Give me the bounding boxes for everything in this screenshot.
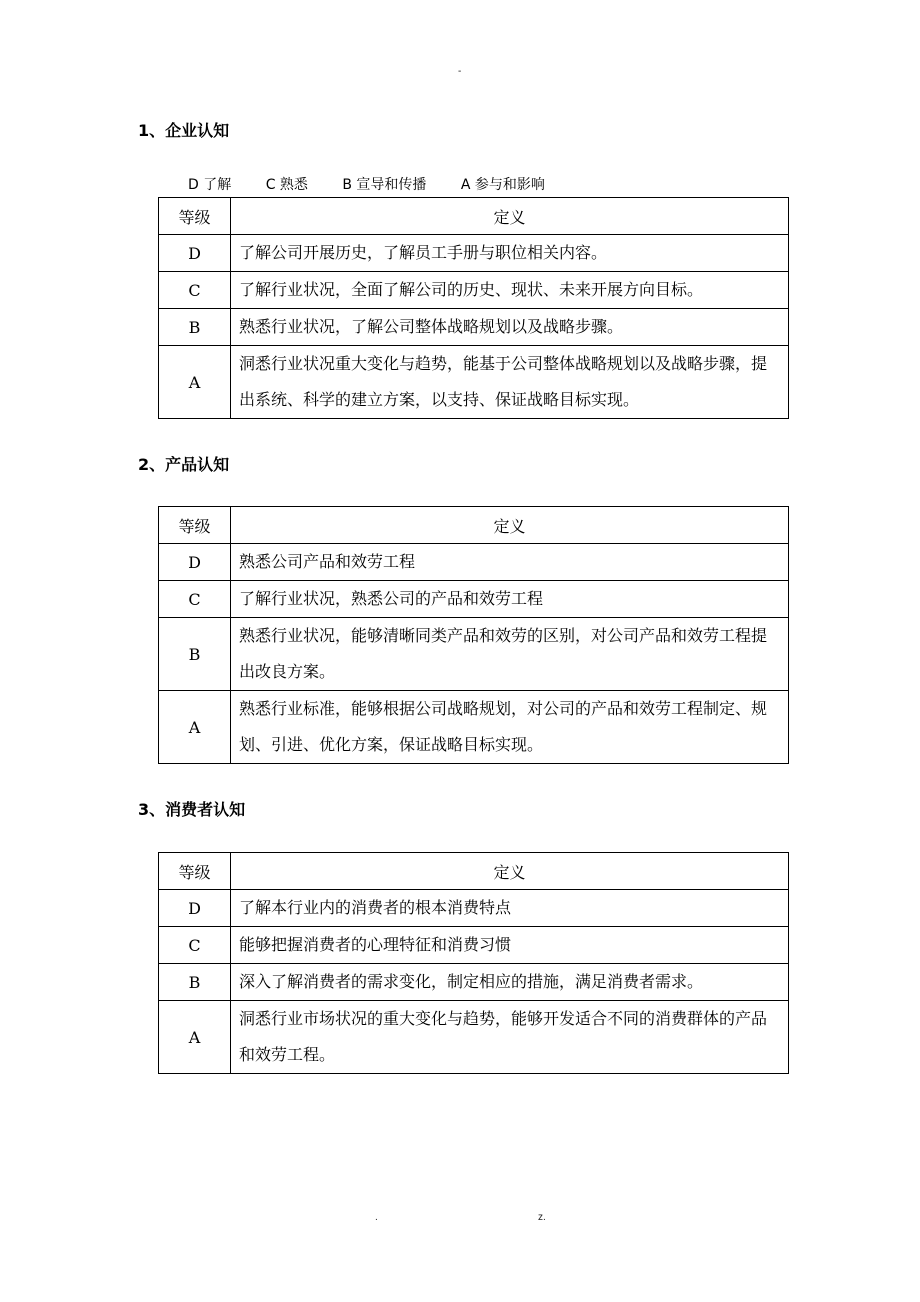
- table-row: [159, 544, 789, 581]
- column-header-definition: 定义: [231, 507, 789, 544]
- section-1-title: 1、企业认知: [138, 121, 230, 140]
- level-cell: B: [159, 618, 231, 691]
- level-cell: A: [159, 346, 231, 419]
- level-cell: D: [159, 890, 231, 927]
- definition-cell: 洞悉行业市场状况的重大变化与趋势，能够开发适合不同的消费群体的产品和效劳工程。: [231, 1001, 789, 1074]
- table-row: [159, 272, 789, 309]
- table-row: [159, 1001, 789, 1074]
- section-3-table: [158, 852, 789, 1074]
- table-header-row: [159, 198, 789, 235]
- section-2-title: 2、产品认知: [138, 455, 230, 474]
- section-3-title: 3、消费者认知: [138, 800, 246, 819]
- level-cell: A: [159, 691, 231, 764]
- legend-item: B 宣导和传播: [342, 177, 427, 193]
- level-cell: C: [159, 272, 231, 309]
- level-cell: D: [159, 544, 231, 581]
- section-2-table: [158, 506, 789, 764]
- table-row: [159, 964, 789, 1001]
- table-row: [159, 581, 789, 618]
- header-mark: -: [458, 66, 462, 77]
- definition-cell: 熟悉行业标准，能够根据公司战略规划，对公司的产品和效劳工程制定、规划、引进、优化方案，保证战略目标实现。: [231, 691, 789, 764]
- footer-left-mark: .: [375, 1212, 378, 1223]
- definition-cell: 了解行业状况，熟悉公司的产品和效劳工程: [231, 581, 789, 618]
- definition-cell: 能够把握消费者的心理特征和消费习惯: [231, 927, 789, 964]
- definition-cell: 了解公司开展历史，了解员工手册与职位相关内容。: [231, 235, 789, 272]
- level-cell: B: [159, 309, 231, 346]
- level-cell: A: [159, 1001, 231, 1074]
- footer-right-mark: z.: [538, 1212, 546, 1223]
- legend-item: D 了解: [188, 177, 232, 193]
- column-header-level: 等级: [159, 853, 231, 890]
- legend-item: C 熟悉: [265, 177, 308, 193]
- table-row: [159, 890, 789, 927]
- definition-cell: 熟悉行业状况，能够清晰同类产品和效劳的区别，对公司产品和效劳工程提出改良方案。: [231, 618, 789, 691]
- definition-cell: 了解本行业内的消费者的根本消费特点: [231, 890, 789, 927]
- grade-legend: [188, 176, 575, 194]
- definition-cell: 深入了解消费者的需求变化，制定相应的措施，满足消费者需求。: [231, 964, 789, 1001]
- table-header-row: [159, 507, 789, 544]
- definition-cell: 洞悉行业状况重大变化与趋势，能基于公司整体战略规划以及战略步骤，提出系统、科学的建立方案，以支持、保证战略目标实现。: [231, 346, 789, 419]
- table-row: [159, 235, 789, 272]
- table-row: [159, 691, 789, 764]
- table-header-row: [159, 853, 789, 890]
- level-cell: D: [159, 235, 231, 272]
- column-header-definition: 定义: [231, 853, 789, 890]
- definition-cell: 熟悉公司产品和效劳工程: [231, 544, 789, 581]
- level-cell: C: [159, 927, 231, 964]
- level-cell: B: [159, 964, 231, 1001]
- table-row: [159, 927, 789, 964]
- legend-item: A 参与和影响: [460, 177, 545, 193]
- column-header-level: 等级: [159, 198, 231, 235]
- column-header-definition: 定义: [231, 198, 789, 235]
- column-header-level: 等级: [159, 507, 231, 544]
- definition-cell: 熟悉行业状况，了解公司整体战略规划以及战略步骤。: [231, 309, 789, 346]
- level-cell: C: [159, 581, 231, 618]
- table-row: [159, 309, 789, 346]
- definition-cell: 了解行业状况，全面了解公司的历史、现状、未来开展方向目标。: [231, 272, 789, 309]
- table-row: [159, 618, 789, 691]
- table-row: [159, 346, 789, 419]
- section-1-table: [158, 197, 789, 419]
